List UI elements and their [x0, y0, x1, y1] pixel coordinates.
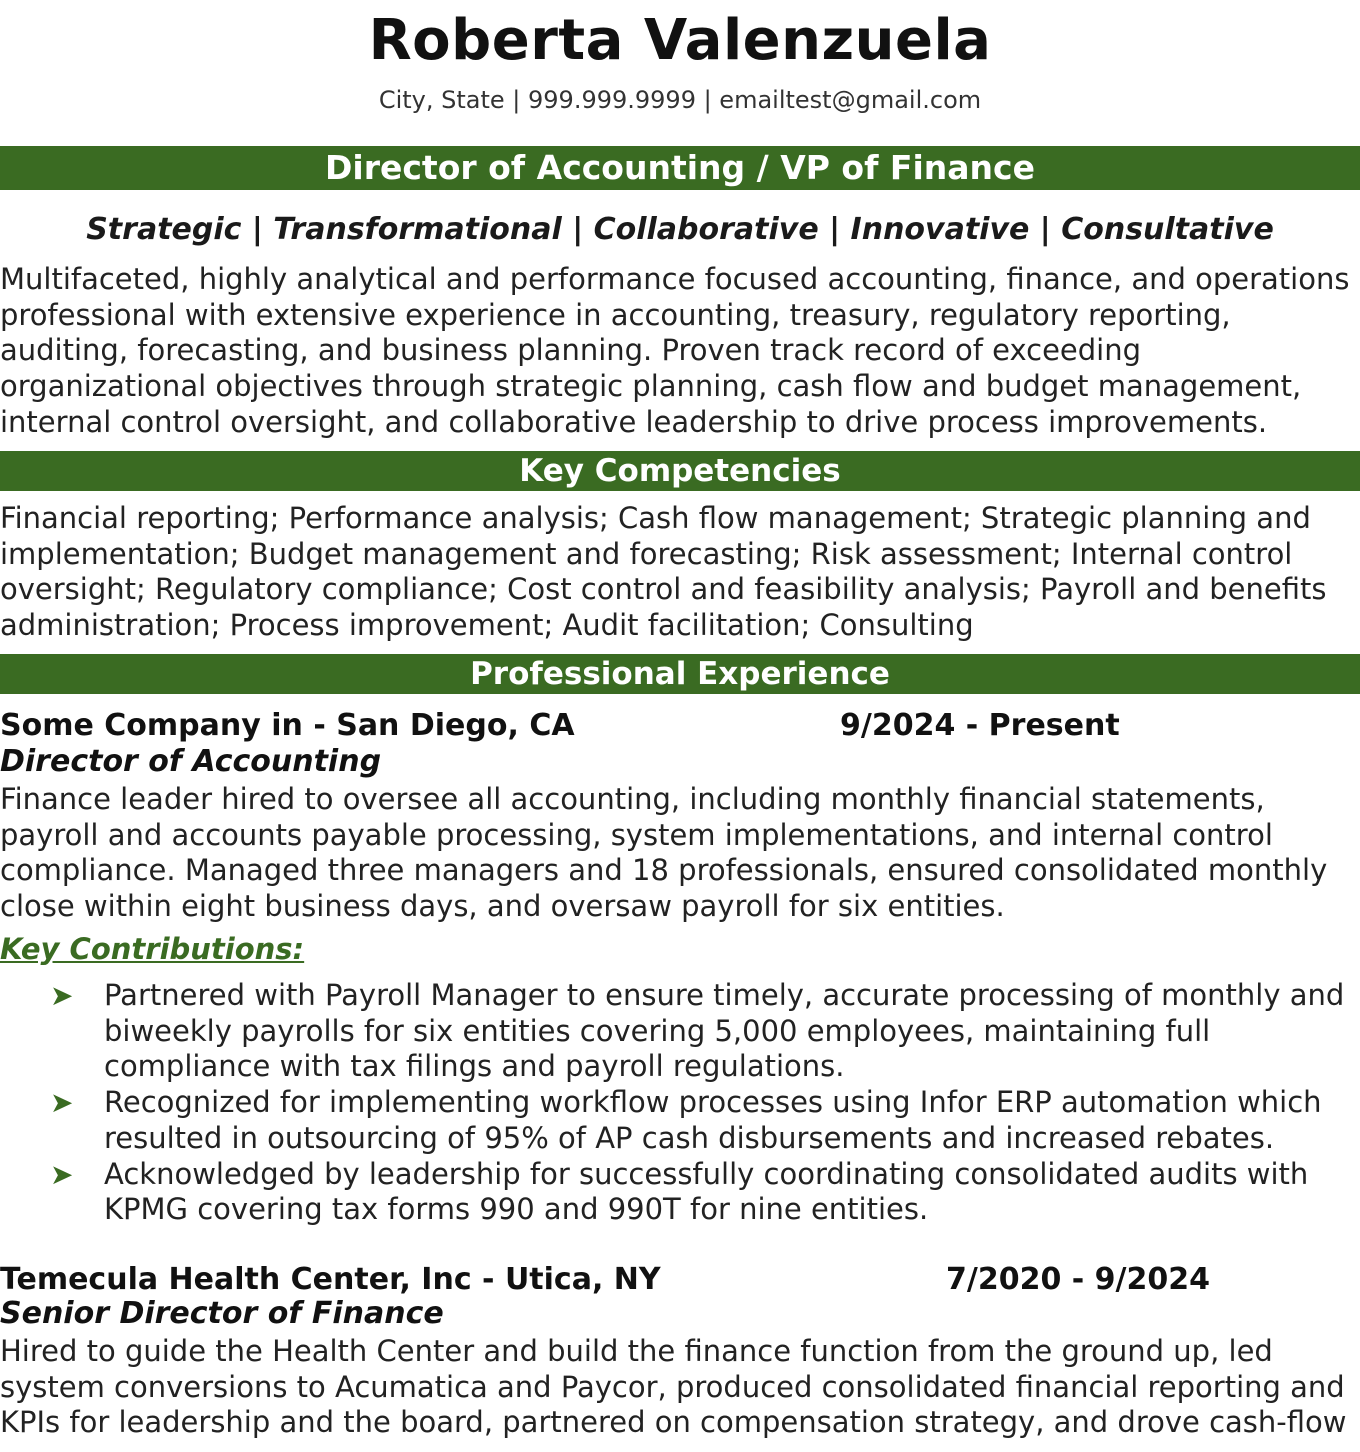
competencies-paragraph [0, 501, 1360, 644]
job-description-line: system conversions to Acumatica and Paycor, produced consolidated financial reporting and [0, 1369, 1345, 1404]
competencies-heading: Key Competencies [519, 453, 841, 489]
job-title: Director of Accounting [0, 744, 382, 779]
job-description-line: compliance. Managed three managers and 18 professionals, ensured consolidated monthly [0, 853, 1328, 888]
job-description [0, 782, 1360, 925]
competencies-line: oversight; Regulatory compliance; Cost control and feasibility analysis; Payroll and benefits [0, 572, 1327, 607]
list-item [0, 978, 1360, 1085]
competencies-line: implementation; Budget management and forecasting; Risk assessment; Internal control [0, 536, 1293, 571]
contact-line: City, State | 999.999.9999 | emailtest@gmail.com [378, 86, 982, 114]
job-description-line: close within eight business days, and oversaw payroll for six entities. [0, 889, 1005, 924]
job-company: Some Company in - San Diego, CA [0, 708, 575, 743]
competencies-banner [0, 451, 1360, 491]
bullet-line: Acknowledged by leadership for successfully coordinating consolidated audits with [104, 1156, 1309, 1191]
key-contributions-label: Key Contributions: [0, 932, 305, 966]
summary-line: auditing, forecasting, and business planning. Proven track record of exceeding [0, 333, 1142, 368]
bullet-line: KPMG covering tax forms 990 and 990T for nine entities. [104, 1192, 929, 1227]
tagline: Strategic | Transformational | Collaborative | Innovative | Consultative [86, 212, 1274, 247]
experience-banner [0, 654, 1360, 694]
experience-heading: Professional Experience [470, 656, 890, 692]
list-item [0, 1157, 1360, 1228]
job-description-line: Finance leader hired to oversee all accounting, including monthly financial statements, [0, 782, 1265, 816]
summary-line: Multifaceted, highly analytical and performance focused accounting, finance, and operations [0, 262, 1350, 296]
job-title: Senior Director of Finance [0, 1296, 444, 1331]
bullet-line: biweekly payrolls for six entities covering 5,000 employees, maintaining full [104, 1013, 1211, 1048]
bullet-line: Partnered with Payroll Manager to ensure timely, accurate processing of monthly and [104, 978, 1345, 1012]
bullet-line: compliance with tax filings and payroll regulations. [104, 1049, 845, 1084]
summary-line: professional with extensive experience in accounting, treasury, regulatory reporting, [0, 297, 1231, 332]
job-description-line: payroll and accounts payable processing, system implementations, and internal control [0, 817, 1273, 852]
job-company: Temecula Health Center, Inc - Utica, NY [0, 1262, 661, 1297]
headline-text: Director of Accounting / VP of Finance [325, 148, 1035, 187]
arrow-right-icon: ➤ [50, 1157, 74, 1191]
job-description [0, 1334, 1360, 1441]
summary-paragraph [0, 262, 1360, 441]
list-item [0, 1085, 1360, 1156]
competencies-line: Financial reporting; Performance analysis; Cash flow management; Strategic planning and [0, 501, 1311, 535]
candidate-name: Roberta Valenzuela [368, 8, 992, 73]
bullet-line: Recognized for implementing workflow processes using Infor ERP automation which [104, 1085, 1322, 1120]
bullet-line: resulted in outsourcing of 95% of AP cash disbursements and increased rebates. [104, 1120, 1275, 1155]
contributions-list [0, 978, 1360, 1228]
job-description-line: Hired to guide the Health Center and build the finance function from the ground up, led [0, 1334, 1273, 1368]
summary-line: internal control oversight, and collaborative leadership to drive process improvements. [0, 404, 1268, 439]
arrow-right-icon: ➤ [50, 1086, 74, 1120]
job-dates: 7/2020 - 9/2024 [946, 1262, 1210, 1297]
job-description-line: KPIs for leadership and the board, partnered on compensation strategy, and drove cash-flow [0, 1405, 1347, 1440]
arrow-right-icon: ➤ [50, 979, 74, 1012]
summary-line: organizational objectives through strategic planning, cash flow and budget management, [0, 369, 1302, 404]
job-dates: 9/2024 - Present [840, 708, 1120, 743]
job-header [0, 1262, 1360, 1297]
headline-banner [0, 146, 1360, 190]
job-header [0, 708, 1360, 743]
competencies-line: administration; Process improvement; Audit facilitation; Consulting [0, 608, 974, 643]
